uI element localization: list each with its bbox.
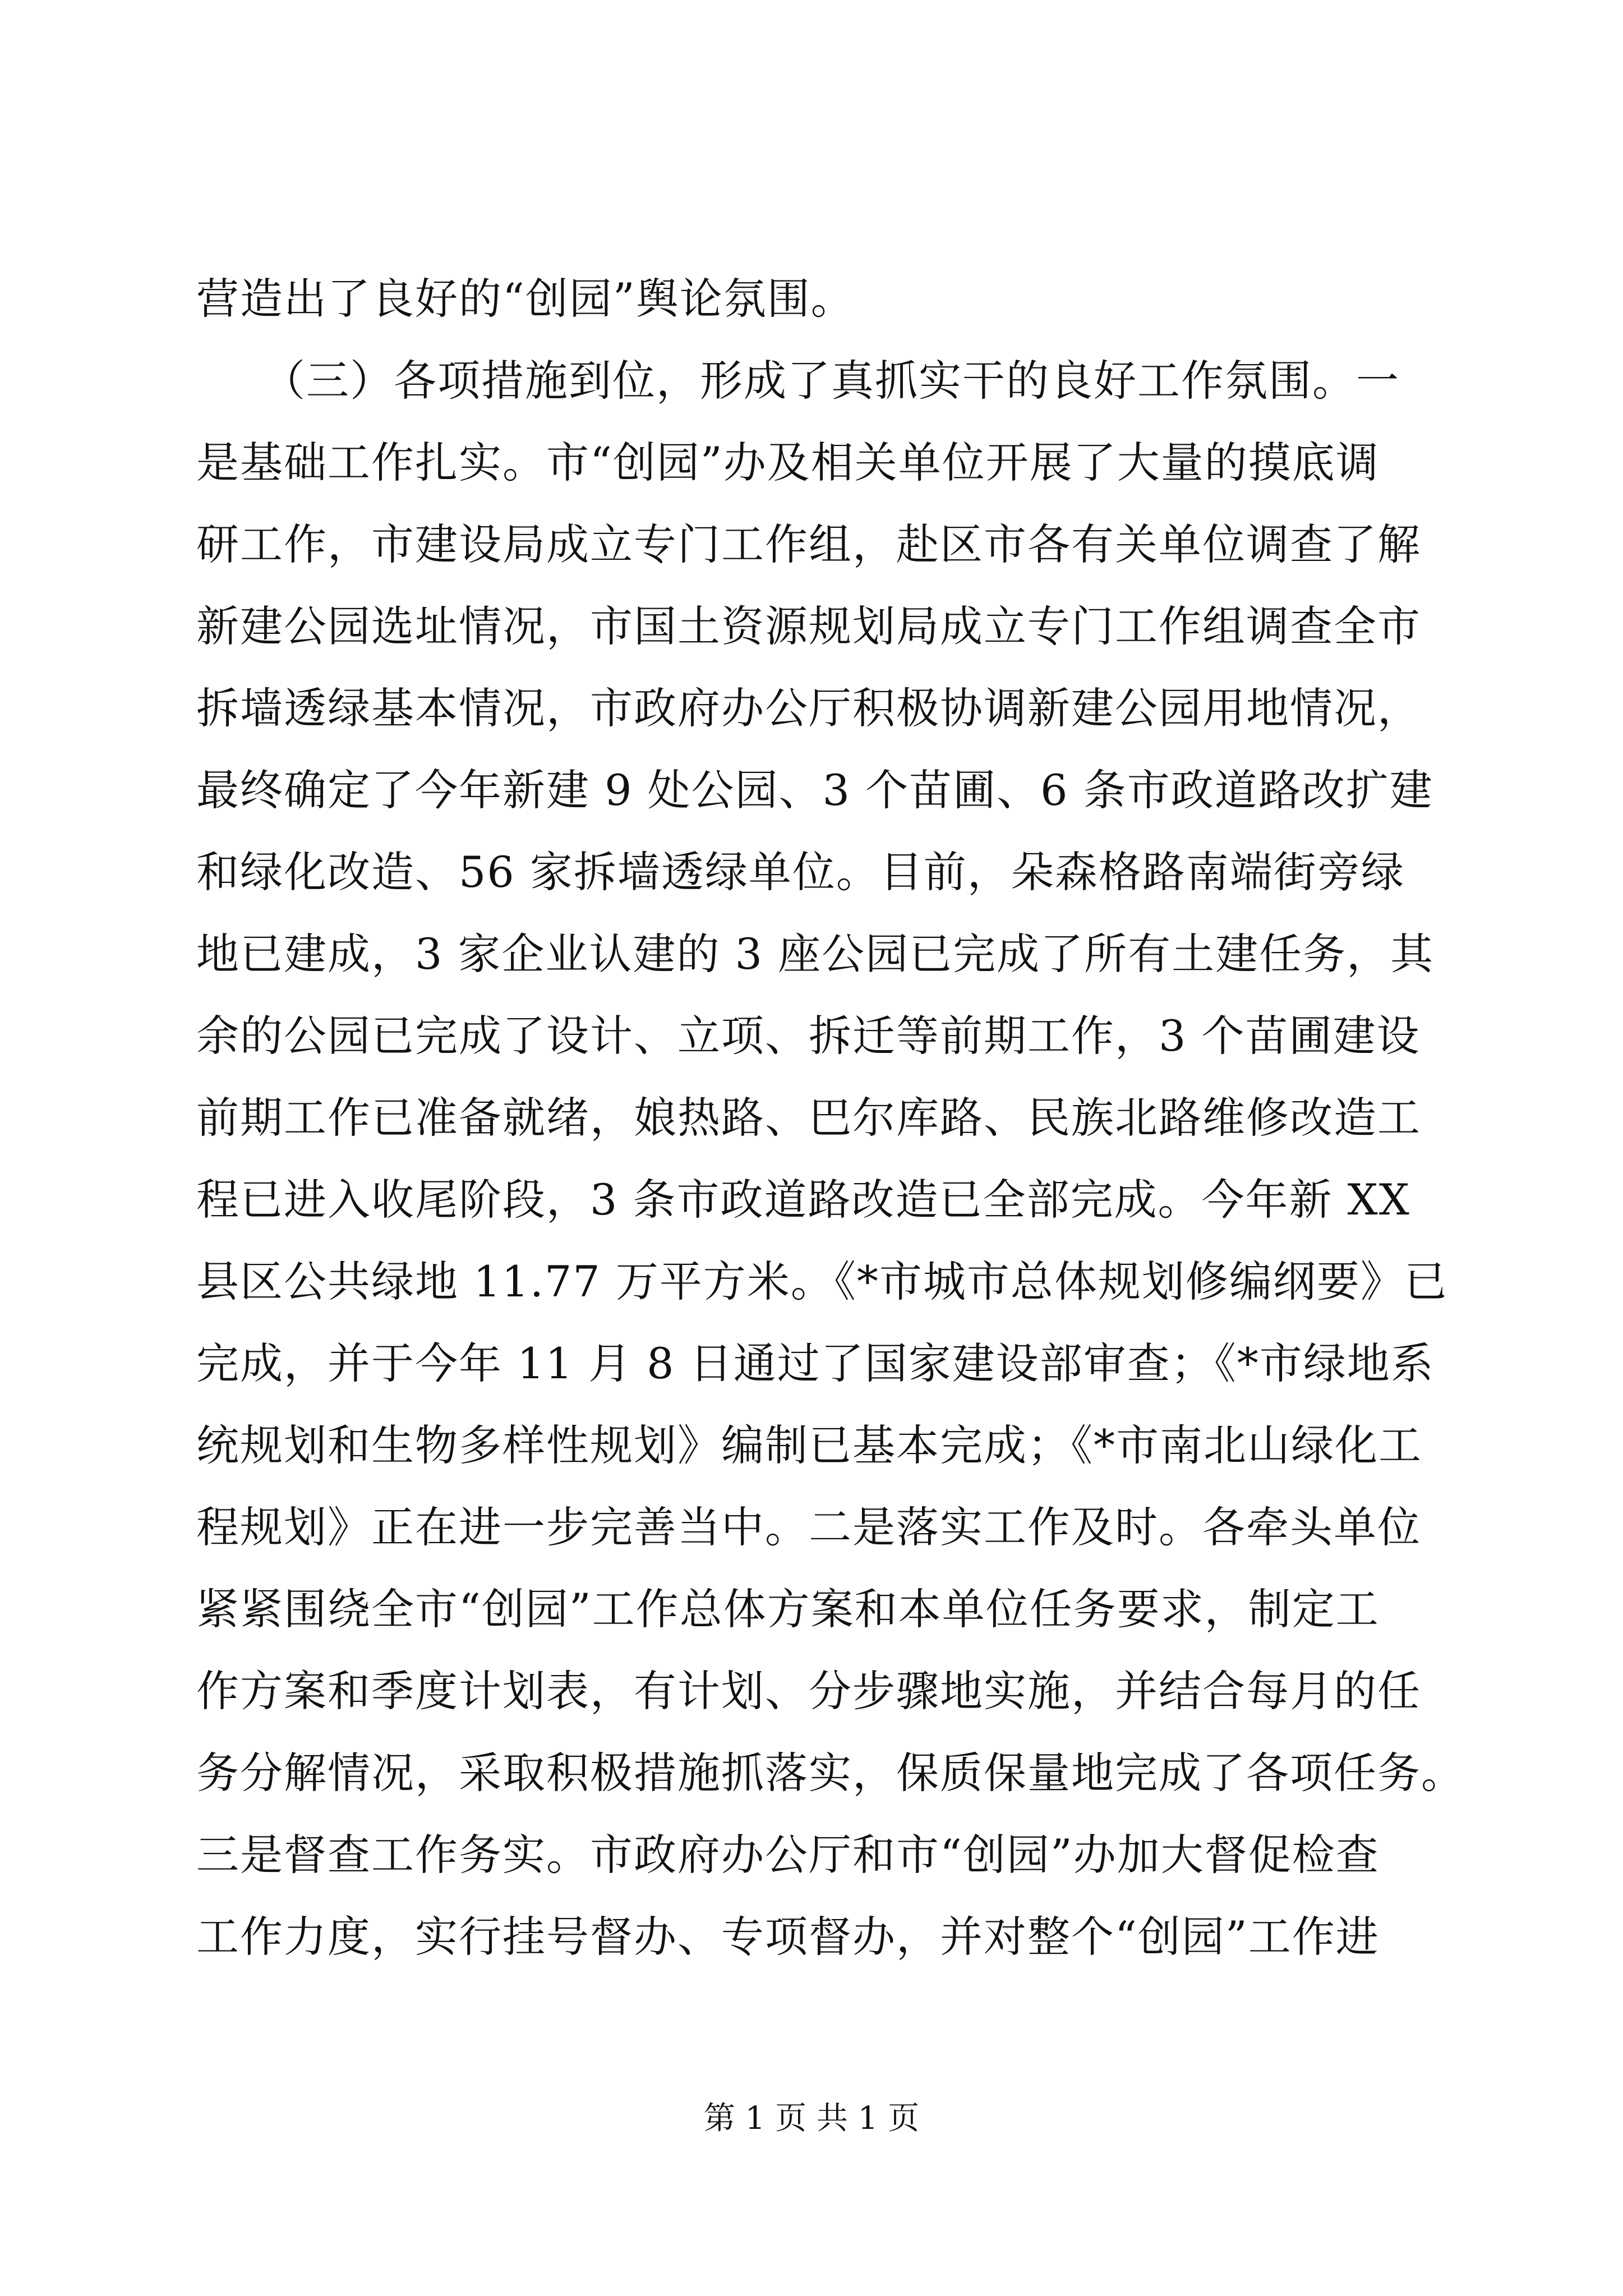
text-line-12: 程已进入收尾阶段，3 条市政道路改造已全部完成。今年新 XX <box>196 1175 1410 1225</box>
text-line-13: 县区公共绿地 11.77 万平方米。《*市城市总体规划修编纲要》已 <box>196 1257 1448 1306</box>
page-number-label: 第 1 页 共 1 页 <box>703 2100 920 2137</box>
body-text <box>196 258 1465 1978</box>
text-line-7: 最终确定了今年新建 9 处公园、3 个苗圃、6 条市政道路改扩建 <box>196 765 1433 815</box>
text-line-17: 紧紧围绕全市“创园”工作总体方案和本单位任务要求，制定工 <box>196 1584 1380 1634</box>
text-line-19: 务分解情况，采取积极措施抓落实，保质保量地完成了各项任务。 <box>196 1748 1465 1798</box>
text-line-16: 程规划》正在进一步完善当中。二是落实工作及时。各牵头单位 <box>196 1502 1421 1552</box>
text-line-15: 统规划和生物多样性规划》编制已基本完成；《*市南北山绿化工 <box>196 1420 1422 1470</box>
text-line-11: 前期工作已准备就绪，娘热路、巴尔库路、民族北路维修改造工 <box>196 1093 1421 1143</box>
text-line-18: 作方案和季度计划表，有计划、分步骤地实施，并结合每月的任 <box>196 1666 1421 1716</box>
page-footer <box>0 2099 1623 2138</box>
text-line-20: 三是督查工作务实。市政府办公厅和市“创园”办加大督促检查 <box>196 1830 1380 1880</box>
text-line-21: 工作力度，实行挂号督办、专项督办，并对整个“创园”工作进 <box>196 1912 1380 1962</box>
text-line-2: （三）各项措施到位，形成了真抓实干的良好工作氛围。一 <box>196 356 1400 406</box>
text-line-1: 营造出了良好的“创园”舆论氛围。 <box>196 274 855 324</box>
text-line-10: 余的公园已完成了设计、立项、拆迁等前期工作，3 个苗圃建设 <box>196 1011 1421 1061</box>
text-line-3: 是基础工作扎实。市“创园”办及相关单位开展了大量的摸底调 <box>196 438 1380 487</box>
text-line-9: 地已建成，3 家企业认建的 3 座公园已完成了所有土建任务，其 <box>196 929 1435 979</box>
text-line-4: 研工作，市建设局成立专门工作组，赴区市各有关单位调查了解 <box>196 519 1421 569</box>
text-line-8: 和绿化改造、56 家拆墙透绿单位。目前，朵森格路南端街旁绿 <box>196 847 1405 897</box>
text-line-14: 完成，并于今年 11 月 8 日通过了国家建设部审查；《*市绿地系 <box>196 1338 1435 1388</box>
text-line-5: 新建公园选址情况，市国土资源规划局成立专门工作组调查全市 <box>196 601 1421 651</box>
text-line-6: 拆墙透绿基本情况，市政府办公厅积极协调新建公园用地情况， <box>196 683 1421 733</box>
